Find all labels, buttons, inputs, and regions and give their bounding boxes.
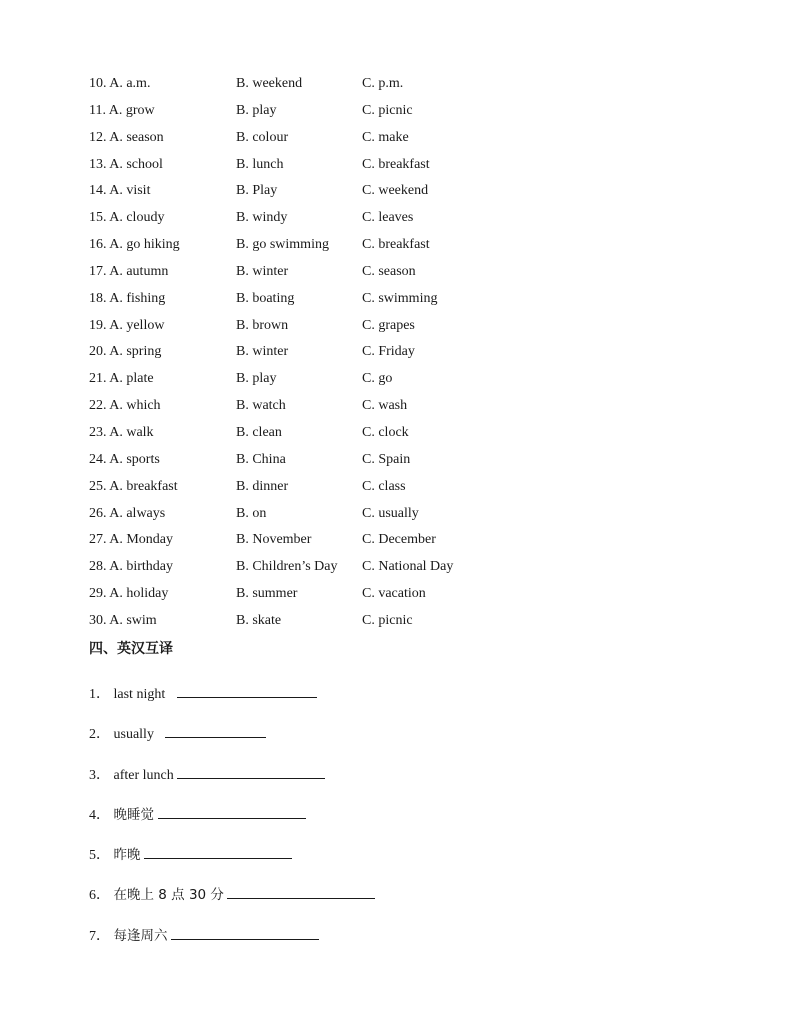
option-a: 10. A. a.m. [89,76,151,91]
option-b: B. clean [236,424,282,440]
item-number: 2． [89,727,110,743]
option-c: C. breakfast [362,237,430,253]
item-prompt: after lunch [113,767,174,783]
option-c: C. go [362,371,393,387]
option-a: 23. A. walk [89,424,154,440]
option-c: C. Friday [362,344,415,360]
option-c: C. make [362,129,409,145]
option-c: C. National Day [362,559,454,575]
choice-question-row [89,208,549,235]
option-b: B. watch [236,398,286,414]
choice-question-row [89,611,549,638]
option-c: C. breakfast [362,156,430,172]
choice-question-row [89,289,549,316]
choice-question-row [89,423,549,450]
option-c: C. wash [362,398,408,414]
option-c: C. swimming [362,290,438,306]
option-c: C. class [362,478,406,494]
item-prompt: 每逢周六 [113,927,168,944]
answer-blank[interactable] [177,764,325,779]
option-c: C. clock [362,424,409,440]
option-b: B. Play [236,183,278,199]
answer-blank[interactable] [144,844,292,859]
item-number: 3． [89,767,110,783]
option-a: 17. A. autumn [89,263,169,279]
option-c: C. Spain [362,451,411,467]
choice-question-row [89,235,549,262]
option-b: B. winter [236,263,289,279]
option-b: B. colour [236,129,289,145]
item-prompt: 晚睡觉 [113,806,154,823]
option-a: 30. A. swim [89,612,157,628]
translation-item [89,723,509,763]
option-b: B. play [236,102,277,118]
option-a: 13. A. school [89,156,163,172]
answer-blank[interactable] [227,884,375,899]
item-number: 6． [89,888,110,904]
option-b: B. summer [236,586,298,602]
choice-question-row [89,450,549,477]
option-c: C. picnic [362,612,413,628]
section-title: 四、英汉互译 [89,641,173,657]
option-b: B. go swimming [236,237,329,253]
option-c: C. season [362,263,416,279]
translation-item [89,884,509,924]
option-a: 18. A. fishing [89,290,166,306]
option-a: 16. A. go hiking [89,237,180,253]
option-c: C. vacation [362,586,426,602]
item-number: 4． [89,807,110,823]
option-b: B. Children’s Day [236,559,338,575]
option-b: B. November [236,532,312,548]
option-b: B. weekend [236,76,303,91]
choice-question-row [89,369,549,396]
option-c: C. picnic [362,102,413,118]
answer-blank[interactable] [171,925,319,940]
choice-question-row [89,128,549,155]
choice-question-row [89,342,549,369]
option-c: C. p.m. [362,76,404,91]
item-number: 7． [89,928,110,944]
answer-blank[interactable] [158,804,306,819]
option-c: C. weekend [362,183,429,199]
item-prompt: last night [113,687,166,702]
option-a: 21. A. plate [89,371,154,387]
answer-blank[interactable] [177,683,317,698]
option-a: 25. A. breakfast [89,478,178,494]
choice-question-list [89,74,549,638]
option-a: 20. A. spring [89,344,162,360]
option-a: 24. A. sports [89,451,160,467]
choice-question-row [89,316,549,343]
option-a: 26. A. always [89,505,166,521]
choice-question-row [89,584,549,611]
translation-list [89,683,509,965]
option-a: 27. A. Monday [89,532,174,548]
choice-question-row [89,155,549,182]
choice-question-row [89,181,549,208]
option-b: B. play [236,371,277,387]
item-number: 5． [89,848,110,864]
item-prompt: 昨晚 [113,847,141,864]
item-number: 1． [89,687,110,702]
option-a: 15. A. cloudy [89,210,165,226]
option-a: 14. A. visit [89,183,151,199]
answer-blank[interactable] [165,723,266,738]
translation-item [89,844,509,884]
option-a: 28. A. birthday [89,559,173,575]
choice-question-row [89,74,549,101]
item-prompt: usually [113,727,154,743]
option-a: 11. A. grow [89,102,155,118]
option-c: C. leaves [362,210,414,226]
translation-item [89,925,509,965]
option-b: B. boating [236,290,295,306]
option-b: B. China [236,451,286,467]
option-c: C. December [362,532,436,548]
item-prompt: 在晚上 8 点 30 分 [113,887,224,904]
option-c: C. grapes [362,317,415,333]
choice-question-row [89,477,549,504]
option-b: B. skate [236,612,282,628]
choice-question-row [89,101,549,128]
option-a: 22. A. which [89,398,161,414]
option-b: B. brown [236,317,289,333]
option-b: B. winter [236,344,289,360]
option-a: 19. A. yellow [89,317,165,333]
option-b: B. dinner [236,478,289,494]
choice-question-row [89,504,549,531]
option-a: 29. A. holiday [89,586,169,602]
option-c: C. usually [362,505,419,521]
choice-question-row [89,530,549,557]
choice-question-row [89,557,549,584]
translation-item [89,764,509,804]
choice-question-row [89,262,549,289]
option-b: B. lunch [236,156,284,172]
translation-item [89,804,509,844]
choice-question-row [89,396,549,423]
option-b: B. on [236,505,267,521]
translation-item [89,683,509,723]
option-b: B. windy [236,210,288,226]
option-a: 12. A. season [89,129,164,145]
